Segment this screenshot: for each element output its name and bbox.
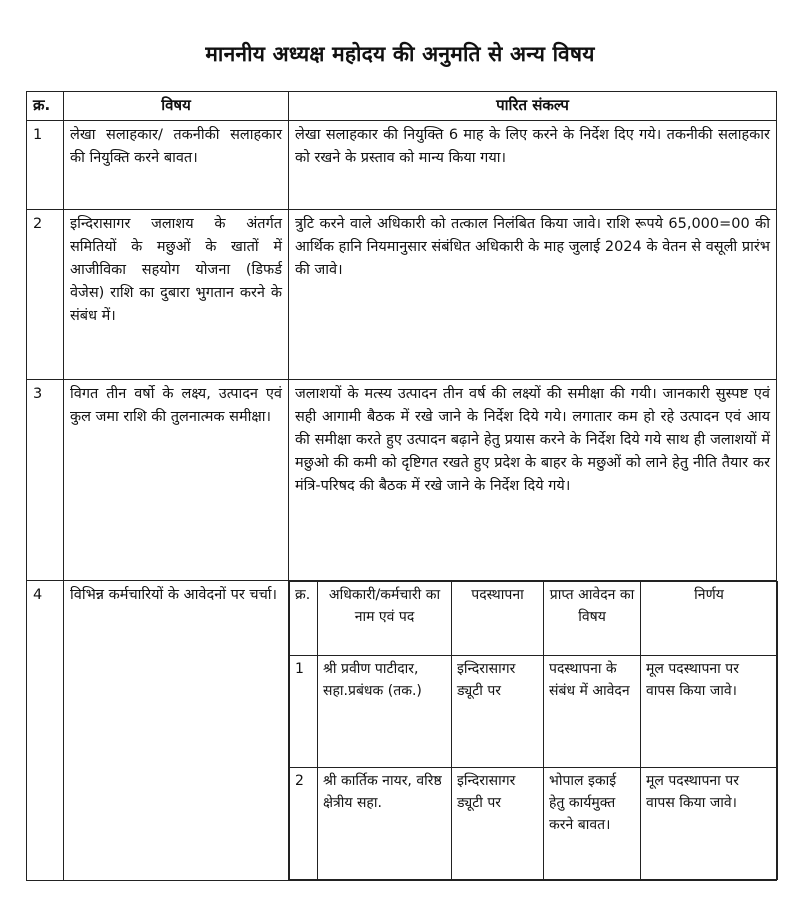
inner-table-row — [290, 656, 778, 768]
inner-header-decision: निर्णय — [641, 582, 778, 656]
inner-sn: 1 — [290, 656, 318, 768]
inner-header-row — [290, 582, 778, 656]
row-sn: 1 — [27, 121, 64, 210]
row-resolution: त्रुटि करने वाले अधिकारी को तत्काल निलंबित किया जावे। राशि रूपये 65,000=00 की आर्थिक हानि नियमानुसार संबंधित अधिकारी के माह जुलाई 2024 के वेतन से वसूली प्रारंभ की जावे। — [289, 210, 777, 380]
row-subject: इन्दिरासागर जलाशय के अंतर्गत समितियों के मछुओं के खातों में आजीविका सहयोग योजना (डिफर्ड वेजेस) राशि का दुबारा भुगतान करने के संबंध में। — [64, 210, 289, 380]
table-header-row — [27, 92, 777, 121]
row-subject: विगत तीन वर्षो के लक्ष्य, उत्पादन एवं कुल जमा राशि की तुलनात्मक समीक्षा। — [64, 380, 289, 581]
page-title: माननीय अध्यक्ष महोदय की अनुमति से अन्य विषय — [205, 42, 595, 66]
row-resolution — [289, 581, 777, 881]
inner-table-row — [290, 768, 778, 880]
table-row — [27, 380, 777, 581]
inner-posting: इन्दिरासागर ड्यूटी पर — [452, 656, 544, 768]
inner-header-subject: प्राप्त आवेदन का विषय — [544, 582, 641, 656]
inner-header-name: अधिकारी/कर्मचारी का नाम एवं पद — [318, 582, 452, 656]
inner-decision: मूल पदस्थापना पर वापस किया जावे। — [641, 656, 778, 768]
inner-name: श्री प्रवीण पाटीदार, सहा.प्रबंधक (तक.) — [318, 656, 452, 768]
row-sn: 3 — [27, 380, 64, 581]
inner-subject: भोपाल इकाई हेतु कार्यमुक्त करने बावत। — [544, 768, 641, 880]
inner-name: श्री कार्तिक नायर, वरिष्ठ क्षेत्रीय सहा. — [318, 768, 452, 880]
table-row — [27, 581, 777, 881]
resolutions-table — [26, 91, 777, 881]
inner-posting: इन्दिरासागर ड्यूटी पर — [452, 768, 544, 880]
row-resolution: लेखा सलाहकार की नियुक्ति 6 माह के लिए करने के निर्देश दिए गये। तकनीकी सलाहकार को रखने के प्रस्ताव को मान्य किया गया। — [289, 121, 777, 210]
row-sn: 2 — [27, 210, 64, 380]
applications-table — [289, 581, 778, 880]
row-sn: 4 — [27, 581, 64, 881]
header-resolution: पारित संकल्प — [289, 92, 777, 121]
row-subject: लेखा सलाहकार/ तकनीकी सलाहकार की नियुक्ति करने बावत। — [64, 121, 289, 210]
inner-decision: मूल पदस्थापना पर वापस किया जावे। — [641, 768, 778, 880]
header-subject: विषय — [64, 92, 289, 121]
inner-header-posting: पदस्थापना — [452, 582, 544, 656]
row-subject: विभिन्न कर्मचारियों के आवेदनों पर चर्चा। — [64, 581, 289, 881]
inner-sn: 2 — [290, 768, 318, 880]
header-sn: क्र. — [27, 92, 64, 121]
inner-header-sn: क्र. — [290, 582, 318, 656]
row-resolution: जलाशयों के मत्स्य उत्पादन तीन वर्ष की लक्ष्यों की समीक्षा की गयी। जानकारी सुस्पष्ट एवं सही आगामी बैठक में रखे जाने के निर्देश दिये गये। लगातार कम हो रहे उत्पादन एवं आय की समीक्षा करते हुए उत्पादन बढ़ाने हेतु प्रयास करने के निर्देश दिये गये साथ ही जलाशयों में मछुओ की कमी को दृष्टिगत रखते हुए प्रदेश के बाहर के मछुओं को लाने हेतु नीति तैयार कर मंत्रि-परिषद की बैठक में रखे जाने के निर्देश दिये गये। — [289, 380, 777, 581]
table-row — [27, 121, 777, 210]
inner-subject: पदस्थापना के संबंध में आवेदन — [544, 656, 641, 768]
table-row — [27, 210, 777, 380]
